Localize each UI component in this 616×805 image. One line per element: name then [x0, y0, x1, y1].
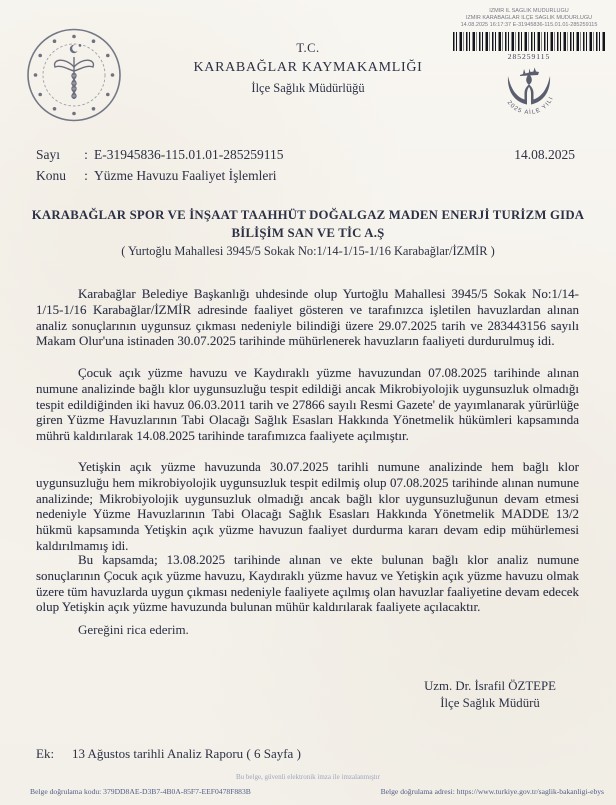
recipient-block [20, 206, 596, 260]
signature-block [380, 678, 600, 711]
subject-value: Yüzme Havuzu Faaliyet İşlemleri [94, 168, 277, 183]
konu-label: Konu [36, 168, 66, 183]
verification-code: Belge doğrulama kodu: 379DD8AE-D3B7-4B0A-85F7-EEF0478F883B [30, 787, 251, 796]
recipient-name-line1: KARABAĞLAR SPOR VE İNŞAAT TAAHHÜT DOĞALGAZ MADEN ENERJİ TURİZM GIDA [31, 208, 585, 222]
recipient-address: ( Yurtoğlu Mahallesi 3945/5 Sokak No:1/14-1/15-1/16 Karabağlar/İZMİR ) [121, 244, 495, 258]
sayi-label: Sayı [36, 147, 61, 162]
verification-row [30, 787, 604, 796]
recipient-name-line2: BİLİŞİM SAN VE TİC A.Ş [231, 226, 385, 240]
attachment-value: 13 Ağustos tarihli Analiz Raporu ( 6 Sayfa ) [72, 746, 301, 761]
doc-number-value: E-31945836-115.01.01-285259115 [94, 147, 284, 162]
body-paragraph-4: Bu kapsamda; 13.08.2025 tarihinde alınan ve ekte bulunan bağlı klor analiz numune sonuçlarının Çocuk açık yüzme havuzu, Kaydıraklı yüzme havuz ve Yetişkin açık yüzme havuzu olmak üzere tüm havuzlarda uygun çıkması nedeniyle faaliyete açılmış olan havuzlar faaliyetine devam edecek olup Yetişkin açık yüzme havuzunda bulunan mühür kaldırılarak faaliyete açılacaktır. [36, 552, 579, 615]
body-paragraph-2: Çocuk açık yüzme havuzu ve Kaydıraklı yüzme havuzundan 07.08.2025 tarihinde alınan numune analizinde bağlı klor uygunsuzluğu tespit edildiği ancak Mikrobiyolojik uygunsuzluk olmadığı tespit edildiğinden iki havuz 06.03.2011 tarih ve 27866 sayılı Resmi Gazete' de yayımlanarak yürürlüğe giren Yüzme Havuzlarının Tabi Olacağı Sağlık Esasları Hakkında Yönetmelik hükümleri kapsamında mührü kaldırılarak 14.08.2025 tarihinde tarafımızca faaliyete açılmıştır. [36, 365, 579, 444]
letterhead-tc: T.C. [296, 41, 320, 55]
barcode-header-line2: İZMİR KARABAĞLAR İLÇE SAĞLIK MÜDÜRLÜĞÜ [465, 14, 593, 21]
barcode-header-line1: İZMİR İL SAĞLIK MÜDÜRLÜĞÜ [489, 8, 569, 14]
signer-name: Uzm. Dr. İsrafil ÖZTEPE [424, 679, 556, 693]
letterhead-department: İlçe Sağlık Müdürlüğü [251, 80, 365, 95]
letterhead-organization: KARABAĞLAR KAYMAKAMLIĞI [193, 59, 423, 75]
verification-address: Belge doğrulama adresi: https://www.turkiye.gov.tr/saglik-bakanligi-ebys [380, 787, 604, 796]
konu-colon: : [84, 168, 88, 183]
document-date: 14.08.2025 [514, 147, 575, 162]
body-paragraph-3: Yetişkin açık yüzme havuzunda 30.07.2025 tarihli numune analizinde hem bağlı klor uygunsuzluğu hem mikrobiyolojik uygunsuzluk tespit edilmiş olup 07.08.2025 tarihinde alınan numune analizinde; Mikrobiyolojik uygunsuzluk olmadığı ancak bağlı klor uygunsuzluğunun devam etmesi nedeniyle Yüzme Havuzlarının Tabi Olacağı Sağlık Esasları Hakkında Yönetmelik MADDE 13/2 hükmü kapsamında Yetişkin açık yüzme havuzun faaliyet durdurma kararı devam edip mühürlemesi kaldırılmamış idi. [36, 459, 579, 553]
barcode-number: 285259115 [507, 51, 551, 61]
svg-text:2025 AİLE YILI [506, 95, 556, 115]
barcode-icon [453, 32, 605, 51]
esign-note: Bu belge, güvenli elektronik imza ile imzalanmıştır [235, 773, 381, 781]
body-paragraph-1: Karabağlar Belediye Başkanlığı uhdesinde olup Yurtoğlu Mahallesi 3945/5 Sokak No:1/14-1/15-1/16 Karabağlar/İZMİR adresinde faaliyet gösteren ve tarafınızca işletilen havuzlardan alınan analiz sonuçlarının uygunsuz çıkması nedeniyle bilindiği üzere 29.07.2025 tarih ve 283443156 sayılı Makam Olur'una istinaden 30.07.2025 tarihinde mühürlenerek havuzların faaliyeti durdurulmuş idi. [36, 286, 579, 349]
closing-line: Gereğini rica ederim. [78, 622, 189, 637]
document-meta [36, 147, 578, 189]
attachment-row [36, 746, 301, 762]
sayi-colon: : [84, 147, 88, 162]
barcode-header-line3: 14.08.2025 16:17:37 E-31945836-115.01.01-285259115 [460, 21, 598, 28]
aile-yili-text: 2025 AİLE YILI [505, 95, 556, 116]
barcode-block [450, 8, 608, 125]
attachment-label: Ek: [36, 746, 55, 761]
subject-row [36, 168, 578, 189]
signer-title: İlçe Sağlık Müdürü [440, 695, 540, 710]
doc-number-row [36, 147, 578, 168]
aile-yili-2025-logo-icon [450, 62, 608, 125]
